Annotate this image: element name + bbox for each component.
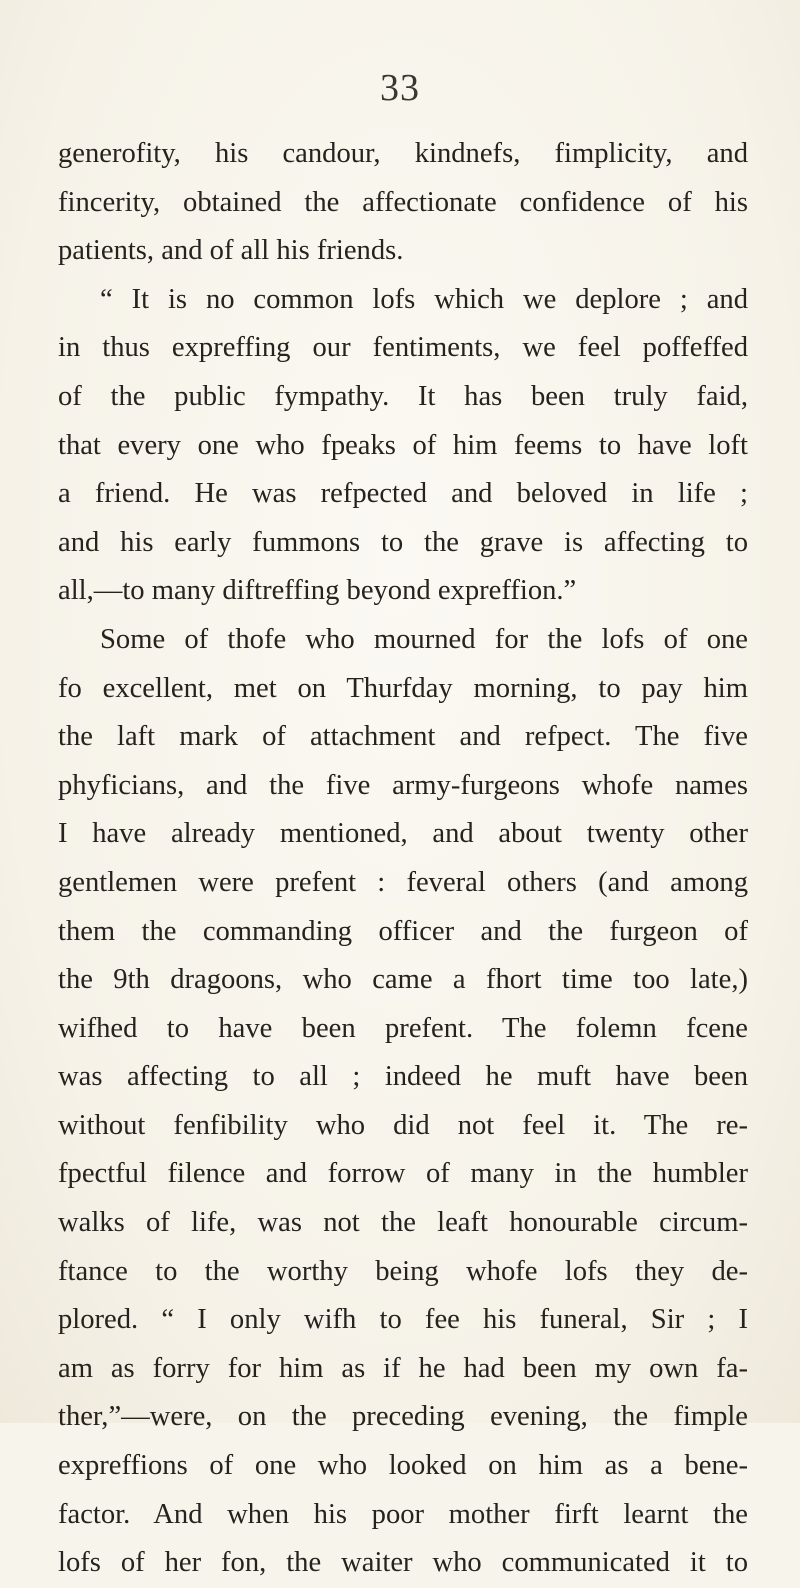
text-line: fo excellent, met on Thurfday morning, to pay him [58, 672, 748, 704]
text-line: them the commanding officer and the furgeon of [58, 915, 748, 947]
text-line: factor. And when his poor mother firft learnt the [58, 1498, 748, 1530]
text-line: I have already mentioned, and about twenty other [58, 818, 748, 850]
text-line: Some of thofe who mourned for the lofs of one [100, 623, 748, 655]
text-line: a friend. He was refpected and beloved in life ; [58, 478, 748, 510]
text-line: was affecting to all ; indeed he muft have been [58, 1061, 748, 1093]
page-number: 33 [380, 67, 420, 109]
text-line: expreffions of one who looked on him as a bene- [58, 1450, 748, 1482]
text-line: wifhed to have been prefent. The folemn fcene [58, 1012, 748, 1044]
text-line: of the public fympathy. It has been truly faid, [58, 380, 748, 412]
text-line: and his early fummons to the grave is affecting to [58, 526, 748, 558]
text-line: “ It is no common lofs which we deplore ; and [100, 283, 748, 315]
text-line: am as forry for him as if he had been my own fa- [58, 1352, 748, 1384]
text-line: fincerity, obtained the affectionate confidence of his [58, 186, 748, 218]
text-line: gentlemen were prefent : feveral others (and among [58, 866, 748, 898]
text-line: ftance to the worthy being whofe lofs they de- [58, 1255, 748, 1287]
text-line: all,—to many diftreffing beyond expreffion.” [58, 575, 577, 607]
text-line: plored. “ I only wifh to fee his funeral, Sir ; I [58, 1304, 748, 1336]
text-line: the 9th dragoons, who came a fhort time too late,) [58, 964, 748, 996]
text-line: fpectful filence and forrow of many in the humbler [58, 1158, 748, 1190]
text-line: in thus expreffing our fentiments, we feel poffeffed [58, 332, 748, 364]
text-line: that every one who fpeaks of him feems to have loft [58, 429, 748, 461]
text-line: patients, and of all his friends. [58, 235, 404, 267]
text-line: generofity, his candour, kindnefs, fimplicity, and [58, 138, 748, 169]
body-text [58, 130, 748, 1588]
text-line: without fenfibility who did not feel it. The re- [58, 1109, 748, 1141]
text-line: the laft mark of attachment and refpect. The five [58, 721, 748, 753]
text-line: phyficians, and the five army-furgeons whofe names [58, 769, 748, 801]
text-line: lofs of her fon, the waiter who communicated it to [58, 1547, 748, 1579]
text-line: ther,”—were, on the preceding evening, the fimple [58, 1401, 748, 1433]
text-line: walks of life, was not the leaft honourable circum- [58, 1207, 748, 1239]
